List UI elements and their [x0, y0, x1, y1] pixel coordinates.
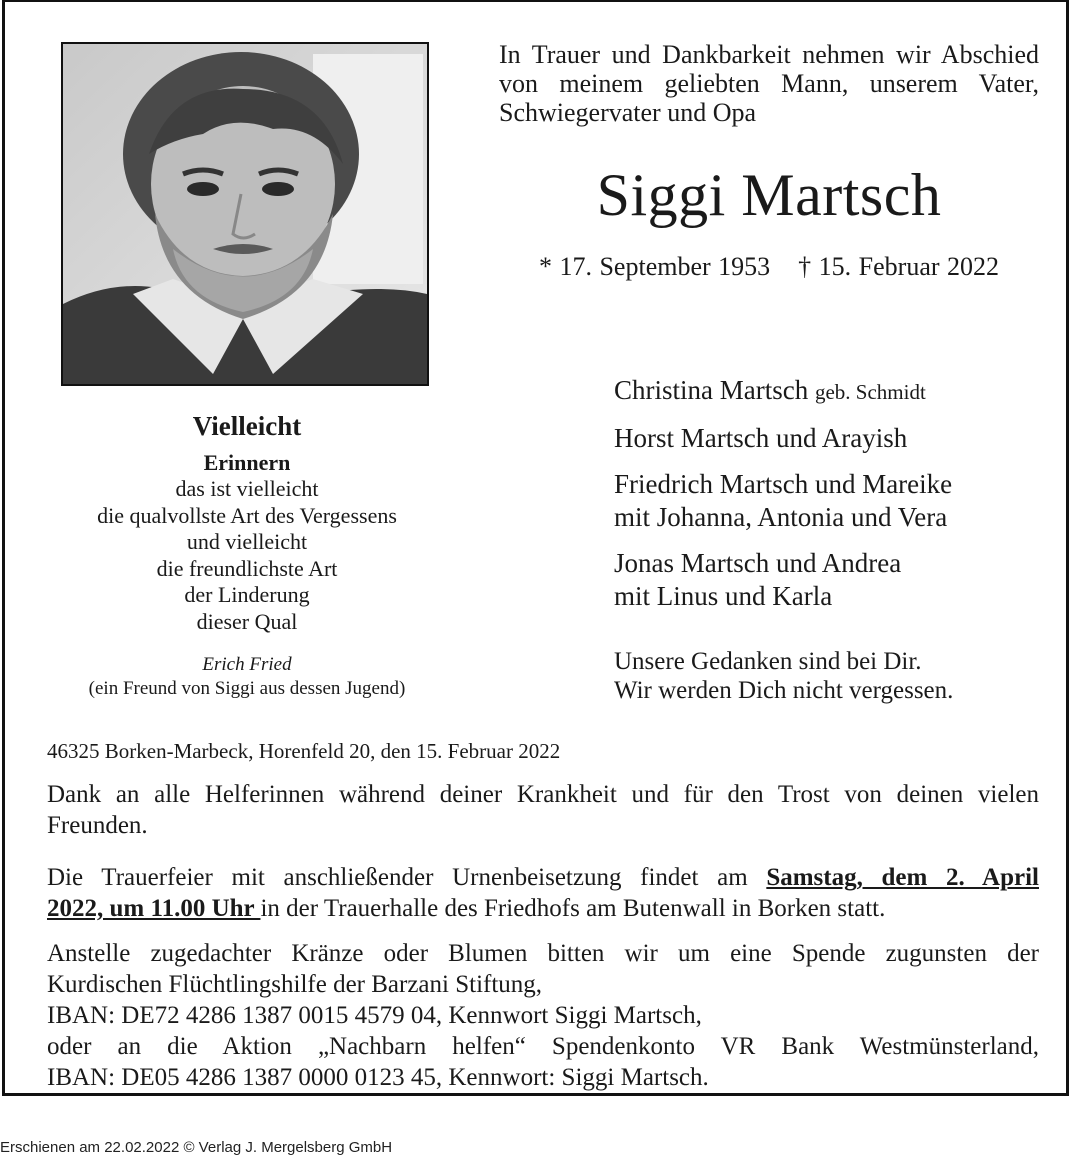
poem-title: Vielleicht [192, 411, 302, 441]
obituary-notice [2, 0, 1069, 1096]
ceremony-paragraph [47, 862, 1039, 924]
family-children: mit Johanna, Antonia und Vera [614, 502, 948, 532]
family-name: Jonas Martsch und Andrea [614, 548, 902, 578]
family-list [614, 374, 1054, 626]
poem-line: Erinnern [203, 450, 291, 475]
family-entry [614, 468, 1054, 534]
intro-line: In Trauer und Dankbarkeit nehmen wir Abschied [499, 40, 1039, 69]
poem [47, 410, 447, 701]
ceremony-date: Samstag, dem 2. April [766, 864, 1039, 891]
closing-line: Wir werden Dich nicht vergessen. [614, 677, 954, 704]
life-dates [499, 252, 1039, 282]
thanks-line: Freunden. [47, 812, 148, 839]
death-date: † 15. Februar 2022 [798, 252, 1000, 281]
donation-line: Anstelle zugedachter Kränze oder Blumen bitten wir um eine Spende zugunsten der [47, 940, 1039, 967]
address-line: 46325 Borken-Marbeck, Horenfeld 20, den 15. Februar 2022 [47, 739, 561, 763]
closing-line: Unsere Gedanken sind bei Dir. [614, 648, 922, 675]
family-children: mit Linus und Karla [614, 581, 833, 611]
closing-words [614, 647, 1054, 705]
donation-line: Kurdischen Flüchtlingshilfe der Barzani Stiftung, [47, 971, 543, 998]
poem-line: dieser Qual [196, 608, 298, 634]
donation-paragraph [47, 938, 1039, 1093]
ceremony-line [47, 862, 1039, 893]
intro-line: von meinem geliebten Mann, unserem Vater, [499, 69, 1039, 98]
poem-author: Erich Fried [202, 654, 292, 675]
family-name: Christina Martsch [614, 375, 809, 405]
donation-line: IBAN: DE72 4286 1387 0015 4579 04, Kennwort Siggi Martsch, [47, 1002, 702, 1029]
ceremony-text: Die Trauerfeier mit anschließender Urnenbeisetzung findet am [47, 864, 767, 891]
family-entry [614, 547, 1054, 613]
poem-line: das ist vielleicht [175, 476, 319, 501]
intro-text [499, 40, 1039, 127]
family-entry [614, 374, 1054, 409]
publication-footer: Erschienen am 22.02.2022 © Verlag J. Mergelsberg GmbH [0, 1139, 393, 1156]
portrait-photo [61, 42, 429, 386]
portrait-image [63, 44, 427, 384]
family-name: Horst Martsch und Arayish [614, 423, 908, 453]
poem-author-note: (ein Freund von Siggi aus dessen Jugend) [88, 678, 406, 699]
deceased-name: Siggi Martsch [596, 162, 942, 228]
family-name: Friedrich Martsch und Mareike [614, 469, 953, 499]
donation-line: oder an die Aktion „Nachbarn helfen“ Spendenkonto VR Bank Westmünsterland, [47, 1033, 1039, 1060]
family-entry [614, 422, 1054, 455]
thanks-line: Dank an alle Helferinnen während deiner Krankheit und für den Trost von deinen vielen [47, 781, 1039, 808]
maiden-name: geb. Schmidt [814, 380, 926, 404]
poem-line: der Linderung [184, 582, 310, 607]
poem-line: die freundlichste Art [156, 555, 338, 581]
ceremony-text: in der Trauerhalle des Friedhofs am Butenwall in Borken statt. [260, 895, 886, 922]
ceremony-time: 2022, um 11.00 Uhr [47, 895, 261, 922]
poem-line: und vielleicht [186, 529, 308, 554]
birth-date: * 17. September 1953 [538, 252, 771, 281]
intro-line: Schwiegervater und Opa [499, 98, 757, 127]
poem-line: die qualvollste Art des Vergessens [97, 502, 397, 528]
ceremony-line [47, 893, 1039, 924]
thanks-paragraph [47, 779, 1039, 841]
donation-line: IBAN: DE05 4286 1387 0000 0123 45, Kennwort: Siggi Martsch. [47, 1064, 709, 1091]
